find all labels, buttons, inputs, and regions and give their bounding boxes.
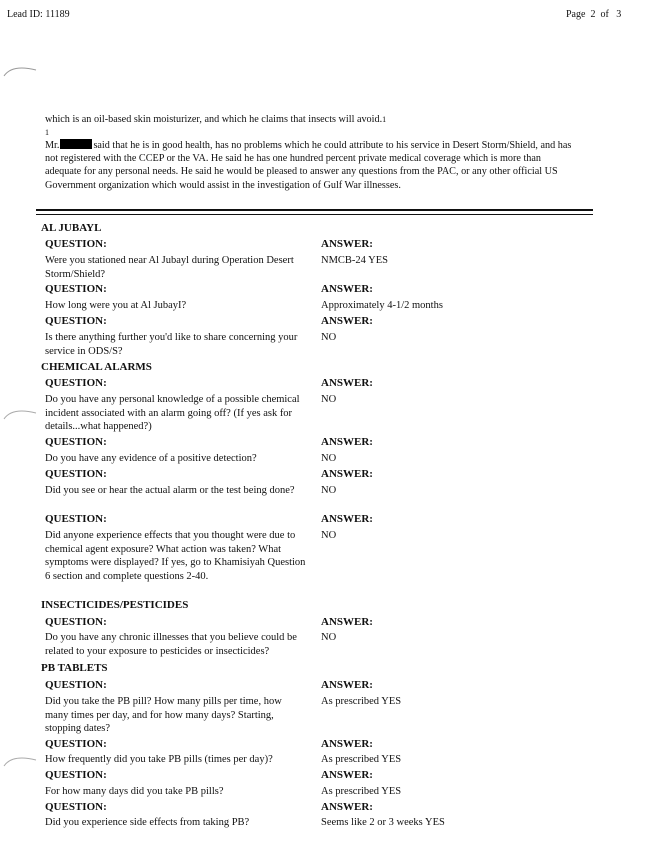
question-text: Were you stationed near Al Jubayl during Operation Desert Storm/Shield?	[45, 255, 294, 280]
answer-label: ANSWER:	[321, 801, 373, 813]
question-text: How frequently did you take PB pills (times per day)?	[45, 754, 273, 765]
page-indicator	[566, 9, 621, 20]
question-text: Is there anything further you'd like to share concerning your service in ODS/S?	[45, 332, 298, 357]
answer-label: ANSWER:	[321, 377, 373, 389]
page-number: 2	[590, 9, 596, 20]
answer-label: ANSWER:	[321, 283, 373, 295]
answer-text: NO	[321, 485, 337, 496]
lead-id: Lead ID: 11189	[7, 9, 70, 20]
answer-label: ANSWER:	[321, 315, 373, 327]
intro-line: which is an oil-based skin moisturizer, and which he claims that insects will avoid.1	[45, 114, 387, 125]
redaction-bar	[60, 139, 92, 149]
question-label: QUESTION:	[45, 801, 107, 813]
question-label: QUESTION:	[45, 283, 107, 295]
question-label: QUESTION:	[45, 436, 107, 448]
answer-text: NO	[321, 394, 337, 405]
question-label: QUESTION:	[45, 468, 107, 480]
question-label: QUESTION:	[45, 513, 107, 525]
answer-label: ANSWER:	[321, 513, 373, 525]
answer-label: ANSWER:	[321, 769, 373, 781]
answer-label: ANSWER:	[321, 436, 373, 448]
question-label: QUESTION:	[45, 679, 107, 691]
question-text: Do you have any personal knowledge of a possible chemical incident associated with an alarm going off? (If yes ask for details...what happened?)	[45, 394, 300, 433]
answer-text: As prescribed YES	[321, 754, 402, 765]
question-text: Did you experience side effects from taking PB?	[45, 817, 250, 828]
answer-text: NMCB-24 YES	[321, 255, 388, 266]
stray-mark: 1	[45, 128, 49, 137]
answer-text: Approximately 4-1/2 months	[321, 300, 443, 311]
question-text: Did you take the PB pill? How many pills per time, how many times per day, and for how many days? Starting, stopping dates?	[45, 696, 282, 735]
question-text: For how many days did you take PB pills?	[45, 786, 224, 797]
question-label: QUESTION:	[45, 238, 107, 250]
answer-text: As prescribed YES	[321, 696, 402, 707]
answer-text: As prescribed YES	[321, 786, 402, 797]
question-label: QUESTION:	[45, 616, 107, 628]
question-label: QUESTION:	[45, 738, 107, 750]
section-insecticides: INSECTICIDES/PESTICIDES	[41, 599, 189, 611]
question-label: QUESTION:	[45, 769, 107, 781]
answer-label: ANSWER:	[321, 468, 373, 480]
answer-text: Seems like 2 or 3 weeks YES	[321, 817, 445, 828]
answer-text: NO	[321, 530, 337, 541]
question-text: Did you see or hear the actual alarm or the test being done?	[45, 485, 295, 496]
answer-label: ANSWER:	[321, 679, 373, 691]
section-al-jubayl: AL JUBAYL	[41, 222, 102, 234]
answer-text: NO	[321, 332, 337, 343]
question-text: How long were you at Al JubayI?	[45, 300, 187, 311]
answer-label: ANSWER:	[321, 238, 373, 250]
page-of: of	[600, 9, 609, 20]
page-total: 3	[616, 9, 622, 20]
divider-thick	[36, 209, 593, 211]
punch-mark-bottom	[0, 752, 40, 768]
question-text: Did anyone experience effects that you thought were due to chemical agent exposure? What action was taken? What symptoms were displayed? If yes, go to Khamisiyah Question 6 section and complete questions 2-40.	[45, 530, 306, 582]
divider-thin	[36, 214, 593, 215]
question-text: Do you have any evidence of a positive detection?	[45, 453, 257, 464]
intro-paragraph: Mr. said that he is in good health, has no problems which he could attribute to his service in Desert Storm/Shield, and has not registered with the CCEP or the VA. He said he has one hundred percent private medical coverage which is more than adequate for any personal needs. He said he would be pleased to answer any questions from the PAC, or any other official US Government organization which would assist in the investigation of Gulf War illnesses.	[45, 140, 572, 191]
answer-label: ANSWER:	[321, 738, 373, 750]
answer-label: ANSWER:	[321, 616, 373, 628]
answer-text: NO	[321, 632, 337, 643]
page-label: Page	[566, 9, 586, 20]
punch-mark-middle	[0, 405, 40, 421]
punch-mark-top	[0, 62, 40, 78]
section-chemical-alarms: CHEMICAL ALARMS	[41, 361, 152, 373]
answer-text: NO	[321, 453, 337, 464]
section-pb-tablets: PB TABLETS	[41, 662, 108, 674]
question-label: QUESTION:	[45, 377, 107, 389]
question-label: QUESTION:	[45, 315, 107, 327]
question-text: Do you have any chronic illnesses that you believe could be related to your exposure to pesticides or insecticides?	[45, 632, 297, 657]
